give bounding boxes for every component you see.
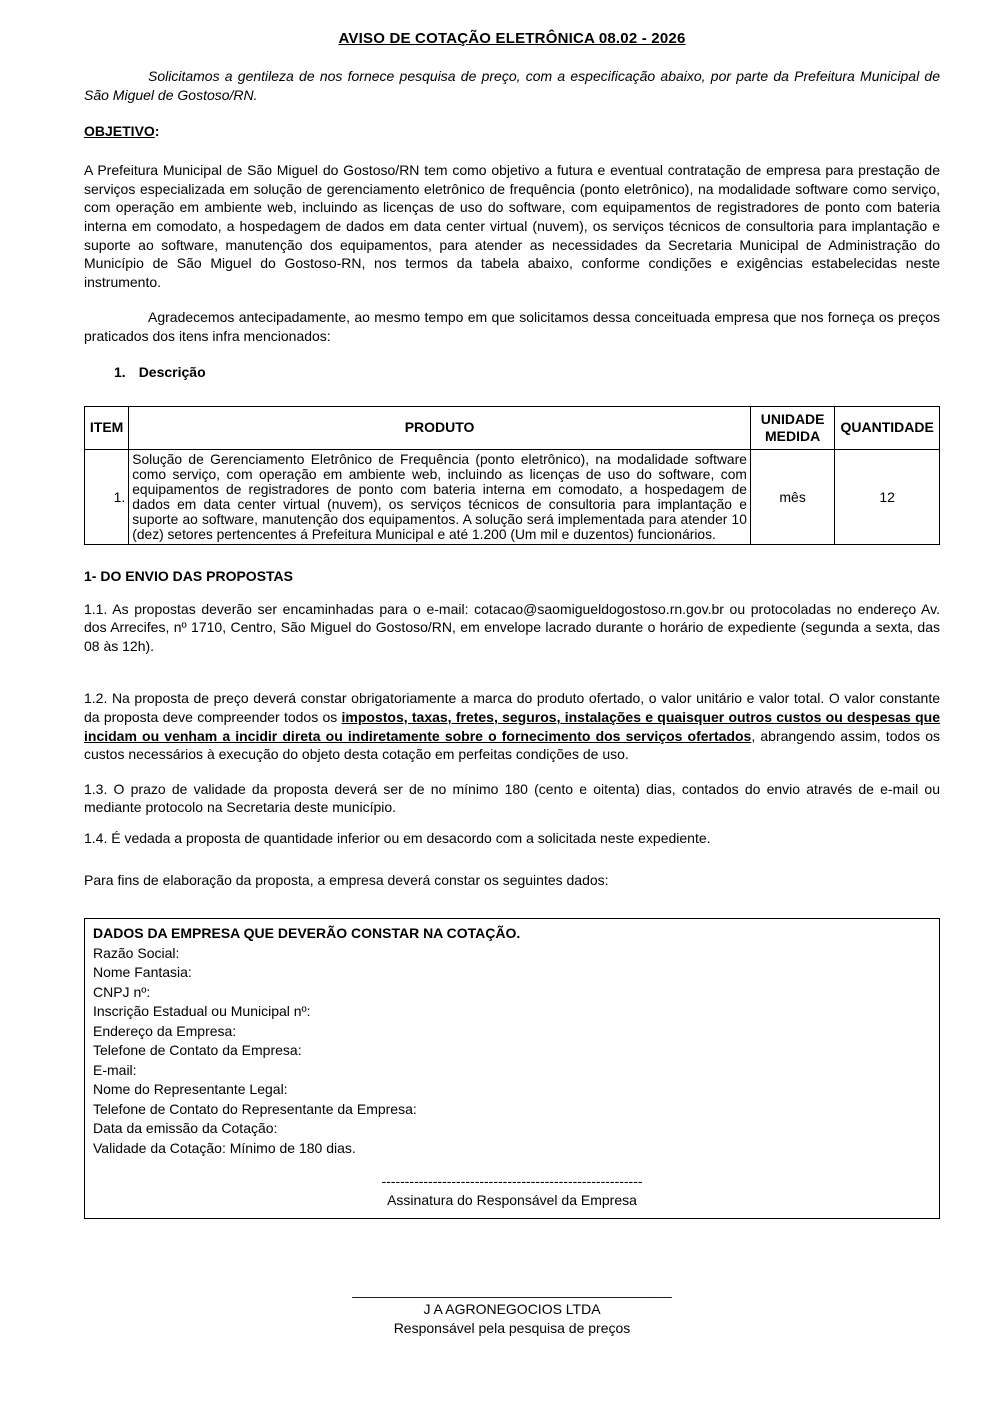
table-row bbox=[85, 449, 940, 544]
objetivo-paragraph: A Prefeitura Municipal de São Miguel do Gostoso/RN tem como objetivo a futura e eventual contratação de empresa para prestação de serviços especializada em solução de gerenciamento eletrônico de frequência (ponto eletrônico), na modalidade software como serviço, com operação em ambiente web, incluindo as licenças de uso do software, com equipamentos de registradores de ponto com bateria interna em comodato, a hospedagem de dados em data center virtual (nuvem), os serviços técnicos de consultoria para implantação e suporte ao software, manutenção dos equipamentos, para atender as necessidades da Secretaria Municipal de Administração do Município de São Miguel do Gostoso-RN, nos termos da tabela abaixo, conforme condições e exigências estabelecidas neste instrumento. bbox=[84, 162, 940, 290]
company-field-data-emissao: Data da emissão da Cotação: bbox=[93, 1120, 278, 1137]
proposal-item-1-4: 1.4. É vedada a proposta de quantidade inferior ou em desacordo com a solicitada neste expediente. bbox=[84, 829, 711, 846]
proposal-item-1-3: 1.3. O prazo de validade da proposta deverá ser de no mínimo 180 (cento e oitenta) dias, contados do envio através de e-mail ou mediante protocolo na Secretaria deste município. bbox=[84, 780, 940, 816]
company-field-cnpj: CNPJ nº: bbox=[93, 983, 151, 1000]
page-title bbox=[84, 30, 940, 47]
company-field-email: E-mail: bbox=[93, 1061, 137, 1078]
proposal-item-1-2-text-start: 1.2. Na proposta de preço deverá constar obrigatoriamente a marca do produto ofertado, o valor unitário e valor total. O valor constante da proposta deve compreender todos os bbox=[84, 690, 940, 725]
company-field-representante: Nome do Representante Legal: bbox=[93, 1081, 288, 1098]
table-header-quantidade: QUANTIDADE bbox=[835, 406, 940, 449]
table-header-item: ITEM bbox=[85, 406, 129, 449]
footer-signature-line: _________________________________________ bbox=[352, 1282, 672, 1299]
company-field-nome-fantasia: Nome Fantasia: bbox=[93, 964, 192, 981]
footer-company-name: J A AGRONEGOCIOS LTDA bbox=[423, 1301, 601, 1318]
intro-paragraph: Solicitamos a gentileza de nos fornece pesquisa de preço, com a especificação abaixo, por parte da Prefeitura Municipal de São Miguel de Gostoso/RN. bbox=[84, 68, 940, 103]
company-data-box bbox=[84, 918, 940, 1219]
proposal-item-1-1: 1.1. As propostas deverão ser encaminhadas para o e-mail: cotacao@saomigueldogostoso.rn.gov.br ou protocoladas no endereço Av. dos Arrecifes, nº 1710, Centro, São Miguel do Gostoso/RN, em envelope lacrado durante o horário de expediente (segunda a sexta, das 08 às 12h). bbox=[84, 600, 940, 654]
objetivo-heading-colon: : bbox=[154, 123, 160, 140]
page-title-text: AVISO DE COTAÇÃO ELETRÔNICA 08.02 - 2026 bbox=[338, 30, 686, 47]
box-signature-line: -------------------------------------------------------- bbox=[381, 1173, 643, 1190]
company-field-telefone-empresa: Telefone de Contato da Empresa: bbox=[93, 1042, 302, 1059]
table-header-unidade-medida: UNIDADE MEDIDA bbox=[750, 406, 834, 449]
company-box-heading: DADOS DA EMPRESA QUE DEVERÃO CONSTAR NA COTAÇÃO. bbox=[93, 925, 521, 942]
table-header-produto: PRODUTO bbox=[129, 406, 751, 449]
company-field-telefone-representante: Telefone de Contato do Representante da Empresa: bbox=[93, 1100, 417, 1117]
table-cell-produto: Solução de Gerenciamento Eletrônico de Frequência (ponto eletrônico), na modalidade software como serviço, com operação em ambiente web, incluindo as licenças de uso do software, com equipamentos de registradores de ponto com bateria interna em comodato, a hospedagem de dados em data center virtual (nuvem), os serviços técnicos de consultoria para implantação e suporte ao software, manutenção dos equipamentos. A solução será implementada para atender 10 (dez) setores pertencentes á Prefeitura Municipal e até 1.200 (Um mil e duzentos) funcionários. bbox=[129, 449, 751, 544]
footer-signature-block bbox=[84, 1281, 940, 1338]
descricao-label: Descrição bbox=[138, 363, 206, 380]
descricao-heading bbox=[84, 364, 940, 380]
objetivo-heading-text: OBJETIVO bbox=[84, 123, 155, 140]
descricao-number: 1. bbox=[114, 363, 126, 380]
footer-role: Responsável pela pesquisa de preços bbox=[393, 1320, 631, 1337]
table-cell-quantidade: 12 bbox=[835, 449, 940, 544]
objetivo-heading bbox=[84, 123, 940, 139]
company-field-razao-social: Razão Social: bbox=[93, 944, 180, 961]
company-field-validade: Validade da Cotação: Mínimo de 180 dias. bbox=[93, 1139, 356, 1156]
company-field-inscricao: Inscrição Estadual ou Municipal nº: bbox=[93, 1003, 311, 1020]
proposal-item-1-2 bbox=[84, 689, 940, 763]
table-header-row bbox=[85, 406, 940, 449]
envio-heading: 1- DO ENVIO DAS PROPOSTAS bbox=[84, 567, 293, 584]
company-field-endereco: Endereço da Empresa: bbox=[93, 1022, 237, 1039]
proposal-item-1-2-emphasis: impostos, taxas, fretes, seguros, instalações e quaisquer outros custos ou despesas que incidam ou venham a incidir direta ou indiretamente sobre o fornecimento dos serviços ofertados bbox=[84, 708, 940, 744]
box-signature-label: Assinatura do Responsável da Empresa bbox=[387, 1192, 637, 1209]
thanks-paragraph: Agradecemos antecipadamente, ao mesmo tempo em que solicitamos dessa conceituada empresa que nos forneça os preços praticados dos itens infra mencionados: bbox=[84, 309, 940, 344]
table-cell-item: 1. bbox=[85, 449, 129, 544]
proposal-item-1-2-text-end: , abrangendo assim, todos os custos necessários à execução do objeto desta cotação em perfeitas condições de uso. bbox=[84, 727, 940, 763]
products-table bbox=[84, 406, 940, 545]
para-fins-paragraph: Para fins de elaboração da proposta, a empresa deverá constar os seguintes dados: bbox=[84, 872, 609, 889]
table-cell-unidade: mês bbox=[750, 449, 834, 544]
